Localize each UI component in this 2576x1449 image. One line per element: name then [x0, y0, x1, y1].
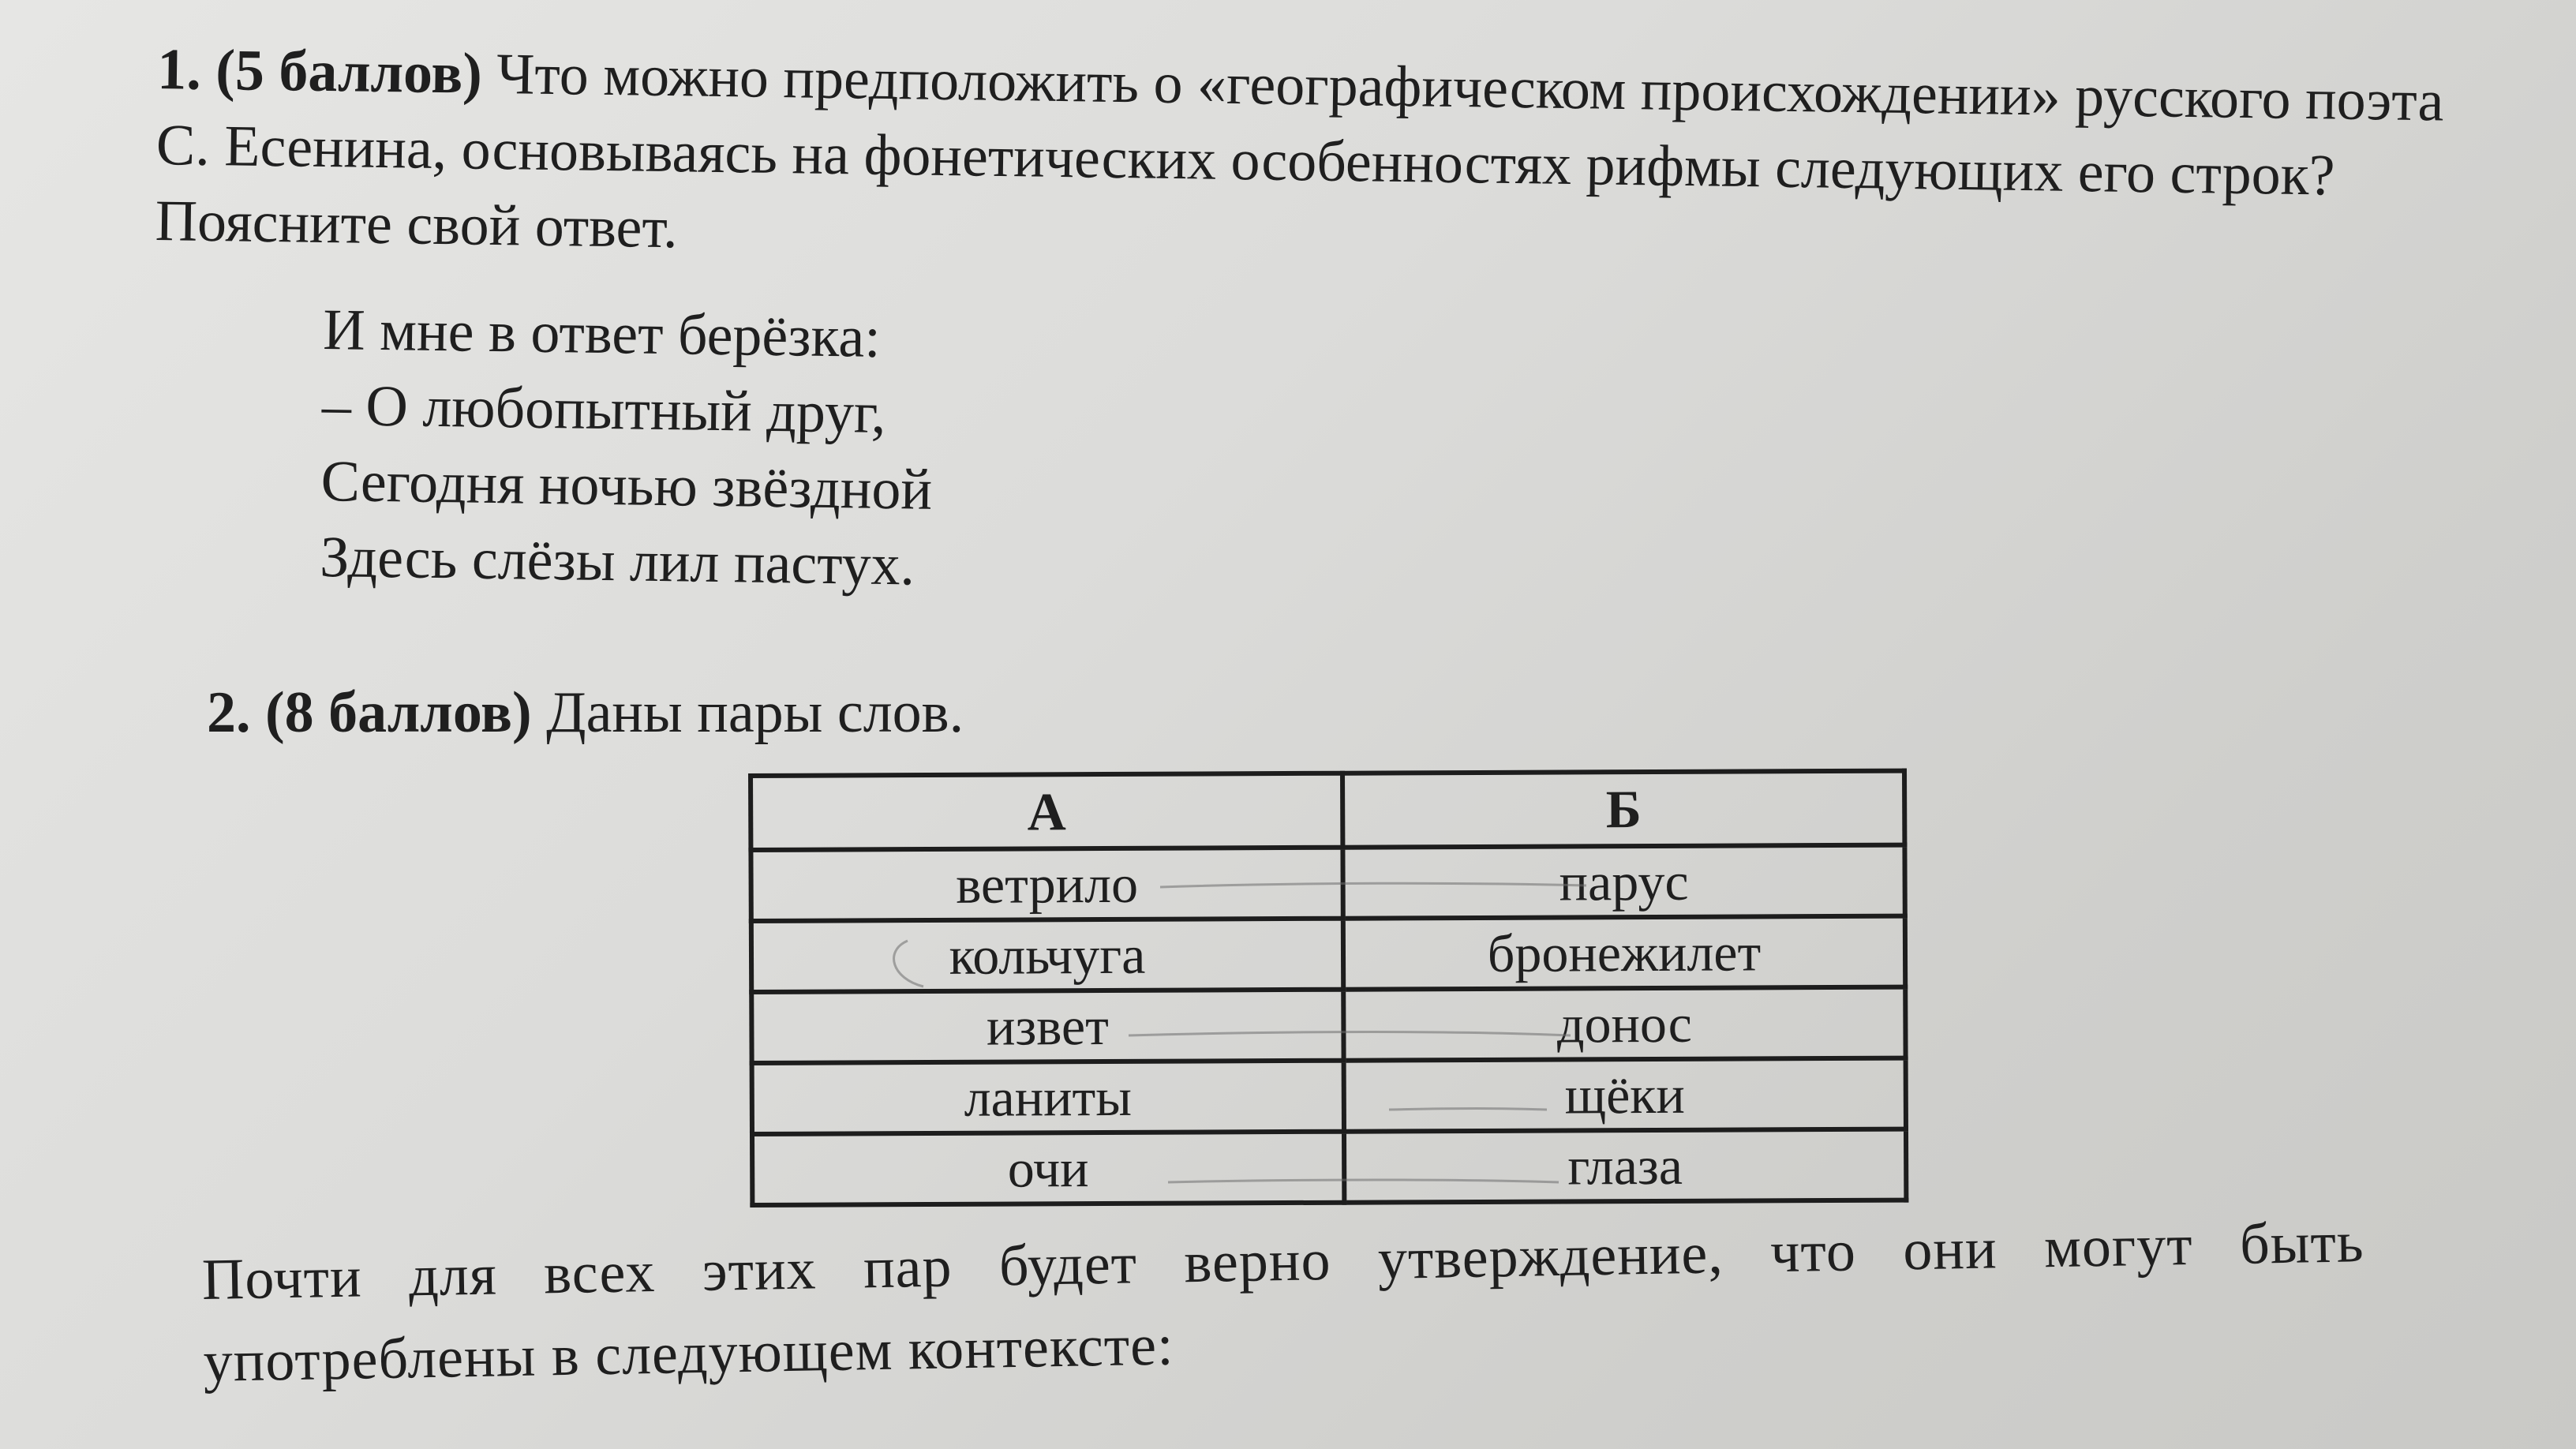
- poem-line: Здесь слёзы лил пастух.: [319, 524, 915, 598]
- word-pairs-table: [748, 769, 1908, 1208]
- column-header-a: А: [751, 773, 1342, 850]
- table-row: [751, 916, 1905, 992]
- question-2-number: 2.: [207, 680, 251, 745]
- table-row: [751, 845, 1904, 921]
- table-cell-a: ветрило: [751, 848, 1342, 921]
- table-cell-a: кольчуга: [751, 919, 1343, 992]
- table-header-row: [751, 771, 1904, 850]
- column-header-b: Б: [1342, 771, 1904, 848]
- table-cell-b: парус: [1342, 845, 1904, 919]
- question-1: [155, 32, 2510, 292]
- statement-line-1: Почти для всех этих пар будет верно утверждение, что они могут быть: [201, 1210, 2365, 1312]
- table-row: [751, 987, 1905, 1063]
- question-1-text: Что можно предположить о «географическом происхождении» русского поэта С. Есенина, основываясь на фонетических особенностях рифмы следующих его строк? Поясните свой ответ.: [155, 42, 2444, 261]
- poem-excerpt: [320, 292, 935, 604]
- question-1-number: 1.: [156, 36, 202, 103]
- table-cell-b: щёки: [1344, 1058, 1906, 1132]
- table-cell-b: донос: [1343, 987, 1905, 1061]
- statement-text: [201, 1201, 2366, 1403]
- question-1-points: (5 баллов): [215, 38, 483, 107]
- question-2-text: Даны пары слов.: [546, 680, 964, 745]
- table-cell-b: глаза: [1344, 1129, 1906, 1203]
- table-cell-b: бронежилет: [1343, 916, 1905, 990]
- poem-line: – О любопытный друг,: [321, 373, 887, 446]
- table-cell-a: очи: [752, 1132, 1344, 1205]
- table-row: [752, 1058, 1906, 1134]
- table-row: [752, 1129, 1906, 1205]
- question-2-points: (8 баллов): [265, 680, 532, 745]
- table-cell-a: ланиты: [752, 1061, 1344, 1134]
- poem-line: Сегодня ночью звёздной: [320, 448, 933, 522]
- table-cell-a: извет: [751, 990, 1343, 1063]
- statement-line-2: употреблены в следующем контексте:: [203, 1312, 1175, 1395]
- poem-line: И мне в ответ берёзка:: [322, 297, 882, 370]
- question-2: [207, 675, 964, 751]
